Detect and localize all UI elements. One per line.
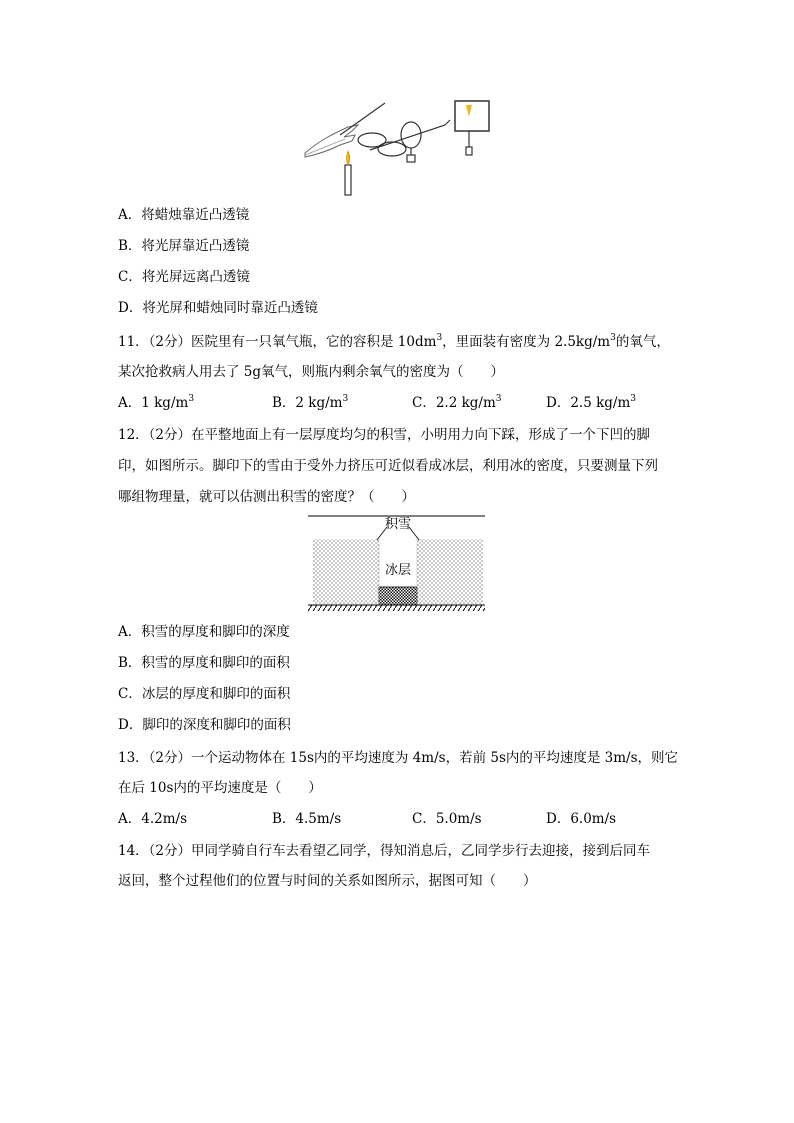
q13-option-b: B．4.5m/s [272, 811, 342, 827]
q11-stem-line2: 某次抢救病人用去了 5g氧气，则瓶内剩余氧气的密度为（ ） [118, 364, 505, 380]
lens-experiment-figure [300, 95, 500, 200]
q14-stem-line1: 14．（2分）甲同学骑自行车去看望乙同学，得知消息后，乙同学步行去迎接，接到后同车 [118, 843, 651, 859]
q13-option-d: D．6.0m/s [546, 811, 617, 827]
q12-stem-line1: 12．（2分）在平整地面上有一层厚度均匀的积雪，小明用力向下踩，形成了一个下凹的脚 [118, 427, 651, 443]
snow-footprint-figure [305, 512, 490, 612]
q12-option-d: D．脚印的深度和脚印的面积 [118, 717, 291, 733]
q12-option-b: B．积雪的厚度和脚印的面积 [118, 655, 290, 671]
q10-option-b: B．将光屏靠近凸透镜 [118, 238, 250, 254]
q11-option-b: B．2 $kg/m^3$ [272, 394, 349, 411]
q14-stem-line2: 返回，整个过程他们的位置与时间的关系如图所示，据图可知（ ） [118, 873, 537, 889]
snow-label: 积雪 [384, 517, 412, 532]
q11-option-c: C．2.2 $kg/m^3$ [412, 394, 502, 411]
q13-option-a: A．4.2m/s [118, 811, 187, 827]
q11-option-a: A．1 $kg/m^3$ [118, 394, 195, 411]
q13-stem-line1: 13．（2分）一个运动物体在 15s内的平均速度为 4m/s，若前 5s内的平均速度是 3m/s，则它 [118, 750, 679, 766]
q10-option-a: A．将蜡烛靠近凸透镜 [118, 207, 250, 223]
q12-stem-line2: 印，如图所示。脚印下的雪由于受外力挤压可近似看成冰层，利用冰的密度，只要测量下列 [118, 458, 658, 474]
q10-option-c: C．将光屏远离凸透镜 [118, 269, 250, 285]
q11-option-d: D．2.5 $kg/m^3$ [546, 394, 636, 411]
q13-stem-line2: 在后 10s内的平均速度是（ ） [118, 780, 322, 796]
q13-option-c: C．5.0m/s [412, 811, 482, 827]
q12-option-c: C．冰层的厚度和脚印的面积 [118, 686, 291, 702]
q12-stem-line3: 哪组物理量，就可以估测出积雪的密度？（ ） [118, 489, 415, 505]
ice-label: 冰层 [384, 563, 412, 578]
q10-option-d: D．将光屏和蜡烛同时靠近凸透镜 [118, 300, 318, 316]
q11-stem-line1: 11．（2分）医院里有一只氧气瓶，它的容积是 $10dm^3$，里面装有密度为 $2.5kg/m^3$的氧气， [118, 333, 670, 350]
q12-option-a: A．积雪的厚度和脚印的深度 [118, 624, 290, 640]
